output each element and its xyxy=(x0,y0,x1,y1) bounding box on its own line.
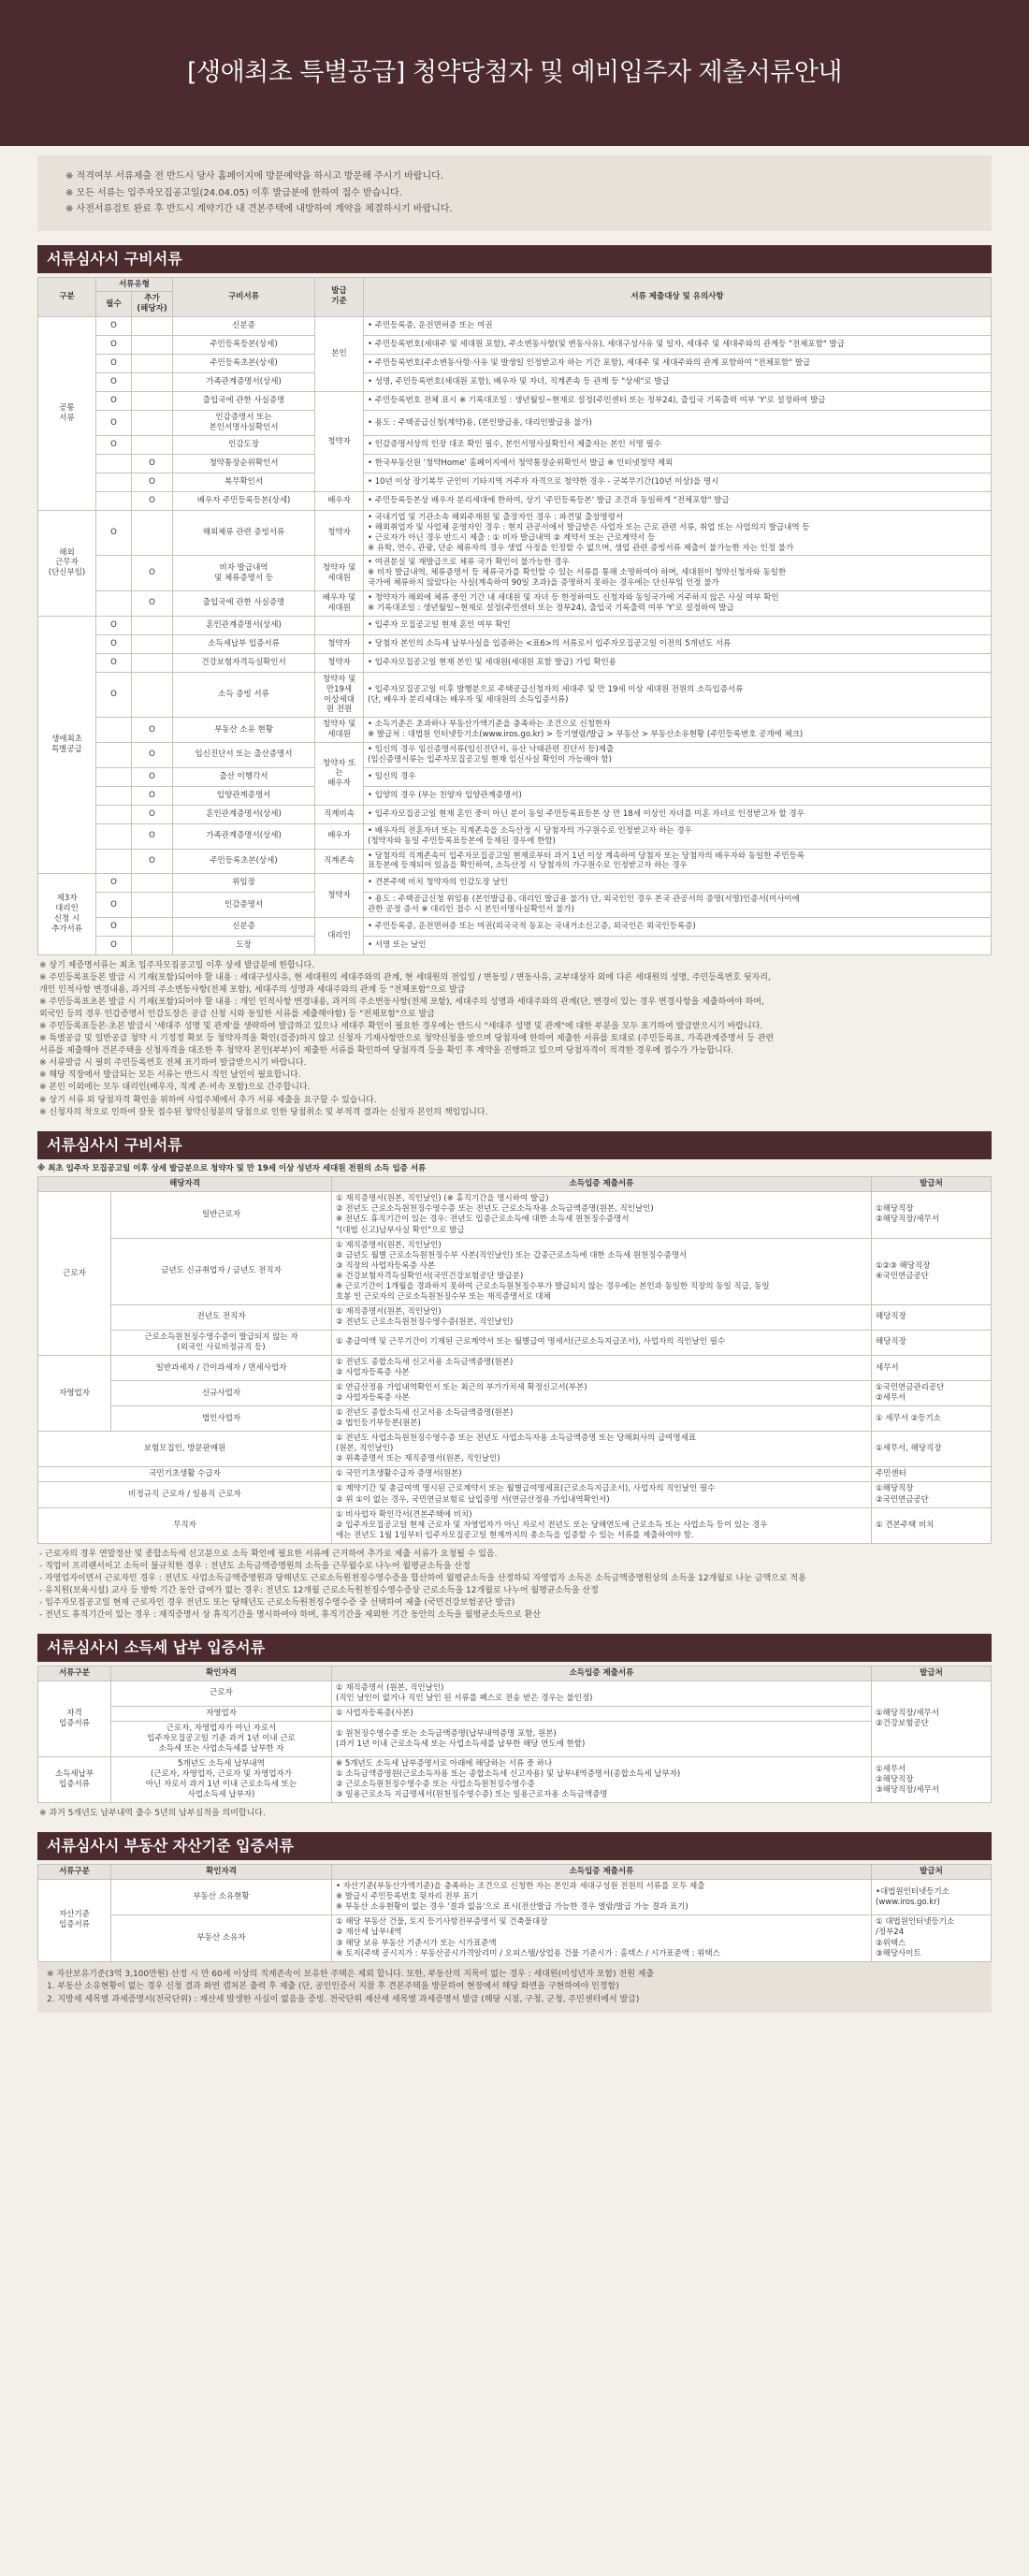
remark: • 용도 : 주택공급신청(계약)용, (본인발급용, 대리인발급용 불가) xyxy=(364,411,992,436)
section-2-notes xyxy=(37,1544,992,1624)
required-mark: O xyxy=(96,355,132,373)
document-name: 출입국에 관한 사실증명 xyxy=(173,392,315,411)
qualification: 무직자 xyxy=(38,1507,332,1543)
issuer: ①해당직장/세무서 ②건강보험공단 xyxy=(872,1681,992,1756)
qualification: 근로자, 자영업자가 아닌 자로서 입주자모집공고일 기준 과거 1년 이내 근로 소득세 또는 사업소득세를 납부한 자 xyxy=(111,1722,332,1757)
issuer: ①세무서, 해당직장 xyxy=(872,1432,992,1467)
note-line: - 유치원(보육시설) 교사 등 방학 기간 동안 급여가 없는 경우: 전년도 12개월 근로소득원천징수영수증상 근로소득을 12개월로 나누어 월평균소득을 산정 xyxy=(39,1585,599,1595)
documents: ① 계약기간 및 총급여액 명시된 근로계약서 또는 월별급여명세표(근로소득지급조서), 사업자의 직인날인 필수 ② 위 ①이 없는 경우, 국민연금보험료 납입증명 서(연금산정용 가입내역확인서) xyxy=(332,1482,872,1507)
document-name: 비자 발급내역 및 체류증명서 등 xyxy=(173,556,315,591)
group-label: 해외 근무자 (단신부임) xyxy=(38,510,96,616)
header-docs: 소득입증 제출서류 xyxy=(332,1865,872,1880)
required-mark: O xyxy=(96,893,132,918)
qualification: 자영업자 xyxy=(111,1706,332,1721)
table-row xyxy=(38,874,992,893)
table-row xyxy=(38,473,992,491)
section-1-table xyxy=(37,277,992,956)
qualification: 비정규직 근로자 / 일용직 근로자 xyxy=(38,1482,332,1507)
document-name: 신분증 xyxy=(173,918,315,937)
remark: • 한국부동산원 '청약Home' 홈페이지에서 청약통장순위확인서 발급 ※ 인터넷청약 제외 xyxy=(364,454,992,473)
documents: ① 원천징수영수증 또는 소득금액증명(납부내역증명 포함, 원본) (과거 1년 이내 근로소득세 또는 사업소득세를 납부한 해당 연도에 한함) xyxy=(332,1722,872,1757)
issuer: 청약자 xyxy=(315,653,364,672)
table-row xyxy=(38,355,992,373)
issuer: •대법원인터넷등기소 (www.iros.go.kr) xyxy=(872,1880,992,1915)
group-label: 공통 서류 xyxy=(38,317,96,511)
qualification: 보험모집인, 방문판매원 xyxy=(38,1432,332,1467)
required-mark: O xyxy=(96,317,132,336)
table-row xyxy=(38,1681,992,1706)
document-name: 건강보험자격득실확인서 xyxy=(173,653,315,672)
documents: ① 재직증명서 (원본, 직인날인) (직인 날인이 없거나 직인 날인 된 서류를 팩스로 전송 받은 경우는 불인정) xyxy=(332,1681,872,1706)
additional-mark xyxy=(132,937,173,955)
table-row xyxy=(38,1915,992,1961)
issuer: 세무서 xyxy=(872,1356,992,1381)
page-title: [생애최초 특별공급] 청약당첨자 및 예비입주자 제출서류안내 xyxy=(186,57,843,87)
table-row xyxy=(38,1381,992,1406)
header-issuer: 발급처 xyxy=(872,1177,992,1192)
additional-mark: O xyxy=(132,718,173,743)
required-mark xyxy=(96,743,132,768)
additional-mark xyxy=(132,653,173,672)
documents: ① 총급여액 및 근무기간이 기재된 근로계약서 또는 월별급여 명세서(근로소득지급조서), 사업자의 직인날인 필수 xyxy=(332,1330,872,1355)
group-label: 생애최초 특별공급 xyxy=(38,616,96,874)
document-name: 가족관계증명서(상세) xyxy=(173,823,315,849)
issuer: 본인 xyxy=(315,317,364,392)
issuer: 해당직장 xyxy=(872,1330,992,1355)
table-row xyxy=(38,1467,992,1482)
section-2-body xyxy=(38,1192,992,1543)
additional-mark xyxy=(132,634,173,653)
documents: ① 재직증명서(원본, 직인날인) ② 금년도 월별 근로소득원천징수부 사본(직인날인) 또는 갑종근로소득에 대한 소득세 원천징수증명서 ③ 직장의 사업자등록증 사본 ④ 건강보험자격득실확인서(국민건강보험공단 발급분) ※ 근로기간이 1개월을 경과하지 못하여 근로소득원천징수부가 발급되지 않는 경우에는 본인과 동일한 직장의 동일 직급, 동일 호봉 인 근로자의 근로소득원천징수부 또는 재직증명서로 대체 xyxy=(332,1238,872,1304)
note-line: 외국인 등의 경우 인감증명서 인감도장은 공급 신청 시와 동일한 서류를 제출해야함) 등 "전체포함"으로 발급 xyxy=(39,1010,435,1020)
additional-mark xyxy=(132,317,173,336)
table-row xyxy=(38,1432,992,1467)
table-row xyxy=(38,718,992,743)
table-row xyxy=(38,1482,992,1507)
qualification: 5개년도 소득세 납부내역 (근로자, 자영업자, 근로자 및 자영업자가 아닌 자로서 과거 1년 이내 근로소득세 또는 사업소득세 납부자) xyxy=(111,1757,332,1803)
table-row xyxy=(38,435,992,454)
section-1-header: 서류심사시 구비서류 xyxy=(37,245,992,273)
table-row xyxy=(38,937,992,955)
table-row xyxy=(38,591,992,617)
required-mark: O xyxy=(96,411,132,436)
table-row xyxy=(38,411,992,436)
additional-mark: O xyxy=(132,491,173,510)
required-mark: O xyxy=(96,616,132,634)
required-mark xyxy=(96,849,132,874)
remark: • 주민등록번호 전체 표시 ※ 기록대조일 : 생년월일~현재로 설정(주민센터 또는 정부24), 출입국 기록출력 여부 'Y'로 설정하여 발급 xyxy=(364,392,992,411)
required-mark: O xyxy=(96,653,132,672)
table-row xyxy=(38,616,992,634)
document-name: 출입국에 관한 사실증명 xyxy=(173,591,315,617)
additional-mark: O xyxy=(132,473,173,491)
qualification: 일반근로자 xyxy=(111,1192,332,1238)
issuer: ①세무서 ②해당직장 ③해당직장/세무서 xyxy=(872,1757,992,1803)
required-mark xyxy=(96,556,132,591)
header-type: 구분 xyxy=(38,277,96,317)
issuer: 청약자 xyxy=(315,392,364,492)
remark: • 견본주택 비치 청약자의 인감도장 날인 xyxy=(364,874,992,893)
issuer: ①해당직장 ②국민연금공단 xyxy=(872,1482,992,1507)
additional-mark xyxy=(132,373,173,392)
header-docs: 소득입증 제출서류 xyxy=(332,1666,872,1681)
group-label: 자영업자 xyxy=(38,1356,111,1432)
table-row xyxy=(38,672,992,718)
header-additional: 추가 (해당자) xyxy=(132,292,173,317)
additional-mark xyxy=(132,411,173,436)
table-row xyxy=(38,767,992,786)
table-row xyxy=(38,1880,992,1915)
remark: • 용도 : 주택공급신청 위임용 (본인발급용, 대리인 발급용 불가) 단, 외국인인 경우 본국 관공서의 증명(서명)인증서(미사이에 관한 공정 증서 ※ 대리인 접수 시 본인서명사실확인서 불가) xyxy=(364,893,992,918)
section-1-notes xyxy=(37,955,992,1122)
additional-mark: O xyxy=(132,849,173,874)
intro-line: ※ 사전서류검토 완료 후 반드시 계약기간 내 견본주택에 내방하여 계약을 체결하시기 바랍니다. xyxy=(65,204,453,214)
intro-box xyxy=(37,155,992,231)
required-mark xyxy=(96,767,132,786)
issuer: 배우자 및 세대원 xyxy=(315,591,364,617)
required-mark xyxy=(96,805,132,823)
additional-mark xyxy=(132,510,173,556)
table-row xyxy=(38,1757,992,1803)
documents: ① 전년도 종합소득세 신고서용 소득금액증명(원본) ② 법인등기부등본(원본) xyxy=(332,1406,872,1432)
document-name: 부동산 소유 현황 xyxy=(173,718,315,743)
table-row xyxy=(38,743,992,768)
remark: • 입주자모집공고일 이후 발행분으로 주택공급신청자의 세대주 및 만 19세 이상 세대원 전원의 소득입증서류 (단, 배우자 분리세대는 배우자 및 세대원의 소득입증서류) xyxy=(364,672,992,718)
remark: • 입주자모집공고일 현재 본인 및 세대원(세대원 포함 발급) 가입 확인용 xyxy=(364,653,992,672)
section-4-table xyxy=(37,1864,992,1961)
note-line: - 전년도 휴직기간이 있는 경우 : 재직증명서 상 휴직기간을 명시하여야 하며, 휴직기간을 제외한 기간 동안의 소득을 월평균소득으로 환산 xyxy=(39,1609,541,1620)
document-name: 복무확인서 xyxy=(173,473,315,491)
main-content xyxy=(37,146,992,2013)
document-name: 소득세납부 입증서류 xyxy=(173,634,315,653)
qualification: 근로자 xyxy=(111,1681,332,1706)
remark: • 주민등록번호(세대주 및 세대원 포함), 주소변동사항(및 변동사유), 세대구성사유 및 일자, 세대주 및 세대주와의 관계등 "전체포함" 발급 xyxy=(364,336,992,355)
table-row xyxy=(38,336,992,355)
issuer: 대리인 xyxy=(315,918,364,955)
header-docs: 소득입증 제출서류 xyxy=(332,1177,872,1192)
required-mark xyxy=(96,454,132,473)
note-line: ※ 해당 직장에서 발급되는 모든 서류는 반드시 직인 날인이 필요합니다. xyxy=(39,1070,301,1081)
group-label: 제3자 대리인 신청 시 추가서류 xyxy=(38,874,96,955)
table-row xyxy=(38,1304,992,1330)
remark: • 인감증명서상의 인장 대조 확인 필수, 본인서명사실확인서 제출자는 본인 서명 필수 xyxy=(364,435,992,454)
document-name: 입양관계증명서 xyxy=(173,786,315,805)
documents: ① 국민기초생활수급자 증명서(원본) xyxy=(332,1467,872,1482)
qualification: 신규사업자 xyxy=(111,1381,332,1406)
remark: • 성명, 주민등록번호(세대원 포함), 배우자 및 자녀, 직계존속 등 관계 등 "상세"로 발급 xyxy=(364,373,992,392)
document-name: 가족관계증명서(상세) xyxy=(173,373,315,392)
group-label: 소득세납부 입증서류 xyxy=(38,1757,111,1803)
required-mark: O xyxy=(96,510,132,556)
table-row xyxy=(38,556,992,591)
table-row xyxy=(38,1192,992,1238)
table-row xyxy=(38,849,992,874)
note-line: ※ 서류발급 시 필히 주민등록번호 전체 표기하여 발급받으시기 바랍니다. xyxy=(39,1058,307,1069)
document-name: 소득 증빙 서류 xyxy=(173,672,315,718)
required-mark: O xyxy=(96,634,132,653)
table-row xyxy=(38,1330,992,1355)
documents: ① 재직증명서(원본, 직인날인) ② 전년도 근로소득원천징수영수증(원본, 직인날인) xyxy=(332,1304,872,1330)
header-required: 필수 xyxy=(96,292,132,317)
table-row xyxy=(38,454,992,473)
required-mark: O xyxy=(96,672,132,718)
issuer: 청약자 및 만19세 이상세대 원 전원 xyxy=(315,672,364,718)
remark: • 배우자의 전혼자녀 또는 직계존속을 소득산정 시 당첨자의 가구원수로 인정받고자 하는 경우 (청약자와 동일 주민등록표등본에 등재된 경우에 한함) xyxy=(364,823,992,849)
document-name: 임신진단서 또는 출산증명서 xyxy=(173,743,315,768)
qualification: 법인사업자 xyxy=(111,1406,332,1432)
additional-mark: O xyxy=(132,786,173,805)
section-1-body xyxy=(38,317,992,955)
document-name: 신분증 xyxy=(173,317,315,336)
document-name: 주민등록초본(상세) xyxy=(173,355,315,373)
remark: • 주민등록증, 운전면허증 또는 여권(외국국적 동포는 국내거소신고증, 외국인은 외국인등록증) xyxy=(364,918,992,937)
header-qualification: 확인자격 xyxy=(111,1865,332,1880)
required-mark xyxy=(96,786,132,805)
document-name: 위임장 xyxy=(173,874,315,893)
issuer: 배우자 xyxy=(315,823,364,849)
issuer: ① 대법원인터넷등기소 /정부24 ②위택스 ③해당사이트 xyxy=(872,1915,992,1961)
required-mark: O xyxy=(96,874,132,893)
header-type: 서류구분 xyxy=(38,1666,111,1681)
required-mark: O xyxy=(96,336,132,355)
document-name: 배우자 주민등록등본(상세) xyxy=(173,491,315,510)
table-row xyxy=(38,1406,992,1432)
remark: • 입주자모집공고일 현재 혼인 중이 아닌 분이 동일 주민등록표등본 상 만 18세 이상인 자녀를 미혼 자녀로 인정받고자 할 경우 xyxy=(364,805,992,823)
section-3-header: 서류심사시 소득세 납부 입증서류 xyxy=(37,1634,992,1662)
qualification: 근로소득원천징수영수증이 발급되지 않는 자 (외국인 사료비정규직 등) xyxy=(111,1330,332,1355)
required-mark: O xyxy=(96,937,132,955)
table-row xyxy=(38,510,992,556)
header-issuer: 발급처 xyxy=(872,1865,992,1880)
table-row xyxy=(38,1706,992,1721)
note-line: ※ 신청자의 착오로 인하여 잘못 접수된 청약신청분의 당첨으로 인한 당첨취소 및 부적격 결과는 신청자 본인의 책임입니다. xyxy=(39,1107,488,1117)
note-line: ※ 주민등록표등본·초본 발급시 '세대주 성명 및 관계'를 생략하여 발급하고 있으나 세대주 확인이 필요한 경우에는 반드시 "세대주 성명 및 관계"에 대한 부분을 모두 표기하여 발급받으시기 바랍니다. xyxy=(39,1022,763,1032)
required-mark xyxy=(96,718,132,743)
group-label: 근로자 xyxy=(38,1192,111,1356)
required-mark xyxy=(96,591,132,617)
table-row xyxy=(38,1507,992,1543)
additional-mark xyxy=(132,616,173,634)
remark: • 주민등록증, 운전면허증 또는 여권 xyxy=(364,317,992,336)
remark: • 여권분실 및 재발급으로 체류 국가 확인이 불가능한 경우 ※ 비자 발급내역, 체류증명서 등 체류국가를 확인할 수 있는 서류를 통해 소명하여야 하며, 세대원이 청약신청자와 동일한 국가에 체류하지 않았다는 사실(계속하여 90일 초과)을 증명하지 못하는 경우에는 단신부임 인정 불가 xyxy=(364,556,992,591)
note-line: ※ 상기 제증명서류는 최초 입주자모집공고일 이후 상세 발급분에 한합니다. xyxy=(39,961,315,970)
note-line: ※ 상기 서류 외 당첨자격 확인을 위하여 사업주체에서 추가 서류 제출을 요구할 수 있습니다. xyxy=(39,1095,377,1105)
issuer: ①해당직장 ②해당직장/세무서 xyxy=(872,1192,992,1238)
note-line: ※ 자산보유기준(3억 3,100만원) 산정 시 만 60세 이상의 직계존속이 보유한 주택은 제외 합니다. 또한, 부동산의 지목이 없는 경우 : 세대원(미성년자 포함) 전원 제출 xyxy=(47,1969,655,1979)
qualification: 전년도 전직자 xyxy=(111,1304,332,1330)
required-mark: O xyxy=(96,392,132,411)
section-2-header: 서류심사시 구비서류 xyxy=(37,1131,992,1159)
header-remarks: 서류 제출대상 및 유의사항 xyxy=(364,277,992,317)
documents: ※ 5개년도 소득세 납부증명서로 아래에 해당하는 서류 중 하나 ① 소득금액증명원(근로소득자용 또는 종합소득세 신고자용) 및 납부내역증명서(종합소득세 납부자) ② 근로소득원천징수영수증 또는 사업소득원천징수영수증 ③ 일용근로소득 지급명세서(원천징수영수증) 또는 일용근로자용 소득금액증명 xyxy=(332,1757,872,1803)
issuer: 직계비속 xyxy=(315,805,364,823)
table-row xyxy=(38,1356,992,1381)
required-mark xyxy=(96,473,132,491)
documents: ① 해당 부동산 건물, 토지 등기사항전부증명서 및 건축물대장 ② 재산세 납부내역 ③ 해당 보유 부동산 기준시가 또는 시가표준액 ④ 토지(주택 공시지가 : 부동산공시가격알리미 / 오피스텔/상업용 건물 기준시가 : 홈텍스 / 시가표준액 : 위택스 xyxy=(332,1915,872,1961)
table-row xyxy=(38,893,992,918)
document-name: 해외체류 관련 증빙서류 xyxy=(173,510,315,556)
header-doc: 구비서류 xyxy=(173,277,315,317)
document-name: 청약통장순위확인서 xyxy=(173,454,315,473)
additional-mark: O xyxy=(132,454,173,473)
issuer: ①국민연금관리공단 ②세무서 xyxy=(872,1381,992,1406)
title-banner xyxy=(0,0,1029,146)
table-row xyxy=(38,823,992,849)
header-doc-type: 서류유형 xyxy=(96,277,173,292)
table-row xyxy=(38,373,992,392)
additional-mark xyxy=(132,874,173,893)
section-2-table xyxy=(37,1176,992,1543)
additional-mark: O xyxy=(132,823,173,849)
section-3-notes xyxy=(37,1803,992,1823)
qualification: 금년도 신규취업자 / 금년도 전직자 xyxy=(111,1238,332,1304)
note-line: 서류를 제출해야 건본주택을 신청자격을 대조한 후 청약자 본인(부부)이 제출한 서류를 확인하여 당첨자격 등을 확인 후 계약을 진행하고 있으며 당첨자격이 적격한 경우에 접수가 가능합니다. xyxy=(39,1046,734,1056)
section-4-body xyxy=(38,1880,992,1961)
documents: • 자산기준(부동산가액기준)을 충족하는 조건으로 신청한 자는 본인과 세대구성원 전원의 서류를 모두 제출 ※ 발급시 주민등록번호 뒷자리 전부 표기 ※ 부동산 소유현황이 없는 경우 '결과 없음'으로 표시(전산발급 가능한 경우 열람/발급 가능 결과 표기) xyxy=(332,1880,872,1915)
note-line: 개인 인적사항 변경내용, 과거의 주소변동사항(전체 포함), 세대주의 성명과 세대주와의 관계 등 "전체포함"으로 발급 xyxy=(39,985,466,996)
required-mark: O xyxy=(96,373,132,392)
additional-mark: O xyxy=(132,556,173,591)
document-name: 출산 이행각서 xyxy=(173,767,315,786)
table-row xyxy=(38,634,992,653)
issuer: 청약자 xyxy=(315,874,364,918)
issuer: 청약자 및 세대원 xyxy=(315,718,364,743)
section-4-header: 서류심사시 부동산 자산기준 입증서류 xyxy=(37,1832,992,1860)
issuer: 주민센터 xyxy=(872,1467,992,1482)
additional-mark xyxy=(132,918,173,937)
remark: • 임신의 경우 xyxy=(364,767,992,786)
additional-mark xyxy=(132,435,173,454)
qualification: 일반과세자 / 간이과세자 / 면세사업자 xyxy=(111,1356,332,1381)
qualification: 부동산 소유자 xyxy=(111,1915,332,1961)
remark: • 소득기준은 초과하나 부동산가액기준을 충족하는 조건으로 신청한자 ※ 발급처 : 대법원 인터넷등기소(www.iros.go.kr) > 등기열람/발급 > 부동산 > 부동산소유현황 (주민등록번호 공개에 체크) xyxy=(364,718,992,743)
header-issuer: 발급처 xyxy=(872,1666,992,1681)
table-row xyxy=(38,786,992,805)
note-line: ※ 본인 이외에는 모두 대리인(배우자, 직계 존·비속 포함)으로 간주합니다. xyxy=(39,1083,311,1093)
issuer: ①②③ 해당직장 ④국민연금공단 xyxy=(872,1238,992,1304)
document-name: 주민등록등본(상세) xyxy=(173,336,315,355)
issuer: 청약자 또는 배우자 xyxy=(315,743,364,806)
note-line: - 직업이 프리랜서이고 소득이 불규칙한 경우 : 전년도 소득금액증명원의 소득을 근무월수로 나누어 월평균소득을 산정 xyxy=(39,1561,471,1571)
additional-mark: O xyxy=(132,805,173,823)
remark: • 임신의 경우 임신증명서류(임신진단서, 유산 낙태관련 진단서 등)제출 (임신증명서류는 입주자모집공고일 현재 임신사실 확인이 가능해야 함) xyxy=(364,743,992,768)
issuer: 해당직장 xyxy=(872,1304,992,1330)
additional-mark xyxy=(132,672,173,718)
additional-mark xyxy=(132,355,173,373)
additional-mark xyxy=(132,893,173,918)
documents: ① 연금산정용 가입내역확인서 또는 최근의 부가가치세 확정신고서(부본) ② 사업자등록증 사본 xyxy=(332,1381,872,1406)
documents: ① 사업자등록증(사본) xyxy=(332,1706,872,1721)
note-line: ※ 주민등록표초본 발급 시 기재(포함)되어야 할 내용 : 개인 인적사항 변경내용, 과거의 주소변동사항(전체 포함), 세대주의 성명과 세대주와의 관계(단, 변경이 있는 경우 변경사항을 제출하여야 하며, xyxy=(39,997,764,1008)
issuer: 청약자 xyxy=(315,510,364,556)
issuer: ① 견본주택 비치 xyxy=(872,1507,992,1543)
note-line: - 자영업자이면서 근로자인 경우 : 전년도 사업소득금액증명원과 당해년도 근로소득원천징수영수증을 합산하여 월평균소득을 산정하되 자영업자 소득은 소득금액증명원상의 소득을 12개월로 나눈 금액으로 적용 xyxy=(39,1573,806,1583)
document-name: 인감도장 xyxy=(173,435,315,454)
table-row xyxy=(38,1238,992,1304)
documents: ① 재직증명서(원본, 직인날인) (※ 휴직기간을 명시하여 발급) ② 전년도 근로소득원천징수영수증 또는 전년도 근로소득자용 소득금액증명(원본, 직인날인) ※ 전년도 휴직기간이 있는 경우: 전년도 입증근로소득에 대한 소득세 원천징수증명서 "(대법 신고)납부사실 확인"으로 발급 xyxy=(332,1192,872,1238)
table-row xyxy=(38,805,992,823)
remark: • 당첨자의 직계존속이 입주자모집공고일 현재로부터 과거 1년 이상 계속하여 당첨자 또는 당첨자의 배우자와 동일한 주민등록 표등본에 등재되어 있음을 확인하여, 소득산정 시 당첨자의 가구원수로 인정받고자 하는 경우 xyxy=(364,849,992,874)
document-name: 주민등록초본(상세) xyxy=(173,849,315,874)
intro-line: ※ 적격여부 서류제출 전 반드시 당사 홈페이지에 방문예약을 하시고 방문해 주시기 바랍니다. xyxy=(65,171,443,182)
issuer: 직계존속 xyxy=(315,849,364,874)
remark: • 주민등록등본상 배우자 분리세대에 한하여, 상기 '주민등록등본' 발급 조건과 동일하게 "전체포함" 발급 xyxy=(364,491,992,510)
section-3-body xyxy=(38,1681,992,1802)
group-label: 자산기준 입증서류 xyxy=(38,1880,111,1961)
note-line: ※ 과거 5개년도 납부내역 출수 5년의 납부실적을 의미합니다. xyxy=(39,1809,266,1819)
remark: • 국내기업 및 기관소속 해외주재원 및 출장자인 경우 : 파견및 출장명령서 • 해외취업자 및 사업체 운영자인 경우 : 현지 관공서에서 발급받은 사업자 또는 근로 관련 서류, 취업 또는 사업의지 발급내역 등 • 근로자가 아닌 경우 반드시 제출 : ① 비자 발급내역 ② 계약서 또는 근로계약서 등 ※ 유학, 연수, 관광, 단순 체류자의 경우 생업 사정을 인정할 수 없으며, 생업 관련 증빙서류 제출이 불가능한 자는 인정 불가 xyxy=(364,510,992,556)
note-line: - 입주자모집공고일 현재 근로자인 경우 전년도 또는 당해년도 근로소득원천징수영수증 중 선택하여 제출 (국민건강보험공단 발급) xyxy=(39,1597,515,1608)
table-row xyxy=(38,491,992,510)
remark: • 청약자가 해외에 체류 중인 기간 내 세대원 및 자녀 등 한정하여도 신청자와 동일국가에 거주하지 않은 사실 여부 확인 ※ 기록대조일 : 생년월일~현재로 설정(주민센터 또는 정부24), 출입국 기록출력 여부 'Y'로 설정하여 발급 xyxy=(364,591,992,617)
section-4-notes xyxy=(37,1962,992,2014)
table-row xyxy=(38,653,992,672)
section-2-subtitle: ※ 최초 입주자 모집공고일 이후 상세 발급분으로 청약자 및 만 19세 이상 성년자 세대원 전원의 소득 입증 서류 xyxy=(37,1163,427,1173)
note-line: ※ 특별공급 및 일반공급 청약 시 기정정 확보 등 청약자격을 확인(검증)하지 않고 신청자 기재사항만으로 청약신청을 받으며 당첨자에 한하여 제출한 서류를 토대로 (주민등록표, 가족관계증명서 등 관련 xyxy=(39,1034,775,1044)
documents: ① 전년도 사업소득원천징수영수증 또는 전년도 사업소득자용 소득금액증명 또는 당해회사의 급여명세표 (원본, 직인날인) ② 위촉증명서 또는 재직증명서(원본, 직인날인) xyxy=(332,1432,872,1467)
remark: • 입주자 모집공고일 현재 혼인 여부 확인 xyxy=(364,616,992,634)
header-qualification: 확인자격 xyxy=(111,1666,332,1681)
note-line: 1. 부동산 소유현황이 없는 경우 신청 결과 화면 캡처본 출력 후 제출 (단, 공인인증서 지참 후 견본주택을 방문하여 현장에서 해당 화면을 구현하여야 인정함) xyxy=(47,1982,619,1992)
qualification: 국민기초생활 수급자 xyxy=(38,1467,332,1482)
issuer: ① 세무서 ②등기소 xyxy=(872,1406,992,1432)
document-name: 인감증명서 xyxy=(173,893,315,918)
table-row xyxy=(38,317,992,336)
issuer xyxy=(315,616,364,634)
note-line: 2. 지방세 세목별 과세증명서(전국단위) : 재산세 발생한 사실이 없음을 증빙. 전국단위 재산세 세목별 과세증명서 발급 (해당 시점, 구청, 군청, 주민센터에서 발급) xyxy=(47,1994,640,2004)
intro-line: ※ 모든 서류는 입주자모집공고일(24.04.05) 이후 발급분에 한하여 접수 받습니다. xyxy=(65,187,402,198)
document-name: 인감증명서 또는 본인서명사실확인서 xyxy=(173,411,315,436)
remark: • 서명 또는 날인 xyxy=(364,937,992,955)
group-label: 자격 입증서류 xyxy=(38,1681,111,1756)
qualification: 부동산 소유현황 xyxy=(111,1880,332,1915)
table-row xyxy=(38,392,992,411)
required-mark xyxy=(96,823,132,849)
required-mark: O xyxy=(96,918,132,937)
document-name: 혼인관계증명서(상세) xyxy=(173,805,315,823)
additional-mark: O xyxy=(132,591,173,617)
required-mark: O xyxy=(96,435,132,454)
additional-mark: O xyxy=(132,743,173,768)
table-row xyxy=(38,1722,992,1757)
document-name: 도장 xyxy=(173,937,315,955)
document-name: 혼인관계증명서(상세) xyxy=(173,616,315,634)
issuer: 배우자 xyxy=(315,491,364,510)
table-row xyxy=(38,918,992,937)
additional-mark xyxy=(132,392,173,411)
additional-mark xyxy=(132,336,173,355)
issuer: 청약자 및 세대원 xyxy=(315,556,364,591)
remark: • 10년 이상 장기복무 군인이 기타지역 거주자 자격으로 청약한 경우 - 군복무기간(10년 이상)을 명시 xyxy=(364,473,992,491)
header-type: 서류구분 xyxy=(38,1865,111,1880)
note-line: ※ 주민등록표등본 발급 시 기재(포함)되어야 할 내용 : 세대구성사유, 현 세대원의 세대주와의 관계, 현 세대원의 전입일 / 변동일 / 변동사유, 교부대상자 외에 다른 세대원의 성명, 주민등록번호 뒷자리, xyxy=(39,973,771,983)
note-line: - 근로자의 경우 연말정산 및 종합소득세 신고분으로 소득 확인에 필요한 서류에 근거하여 추가로 제출 서류가 요청될 수 있음. xyxy=(39,1549,498,1559)
additional-mark: O xyxy=(132,767,173,786)
remark: • 당첨자 본인의 소득세 납부사실을 입증하는 <표6>의 서류로서 입주자모집공고일 이전의 5개년도 서류 xyxy=(364,634,992,653)
header-qualification: 해당자격 xyxy=(38,1177,332,1192)
required-mark xyxy=(96,491,132,510)
remark: • 입양의 경우 (부는 친양자 입양관계증명서) xyxy=(364,786,992,805)
header-issuer: 발급 기준 xyxy=(315,277,364,317)
documents: ① 비사업자 확인각서(견본주택에 비치) ② 입주자모집공고일 현재 근로자 및 자영업자가 아닌 자로서 전년도 또는 당해연도에 근로소득 또는 사업소득 등이 있는 경우 에는 전년도 1월 1일부터 입주자모집공고일 현재까지의 총소득을 입증할 수 있는 서류를 제출하여야 함. xyxy=(332,1507,872,1543)
documents: ① 전년도 종합소득세 신고서용 소득금액증명(원본) ② 사업자등록증 사본 xyxy=(332,1356,872,1381)
section-3-table xyxy=(37,1666,992,1803)
remark: • 주민등록번호(주소변동사항·사유 및 발생일 인정받고자 하는 기간 포함), 세대주 및 세대주와의 관계 포함하여 "전체포함" 발급 xyxy=(364,355,992,373)
issuer: 청약자 xyxy=(315,634,364,653)
